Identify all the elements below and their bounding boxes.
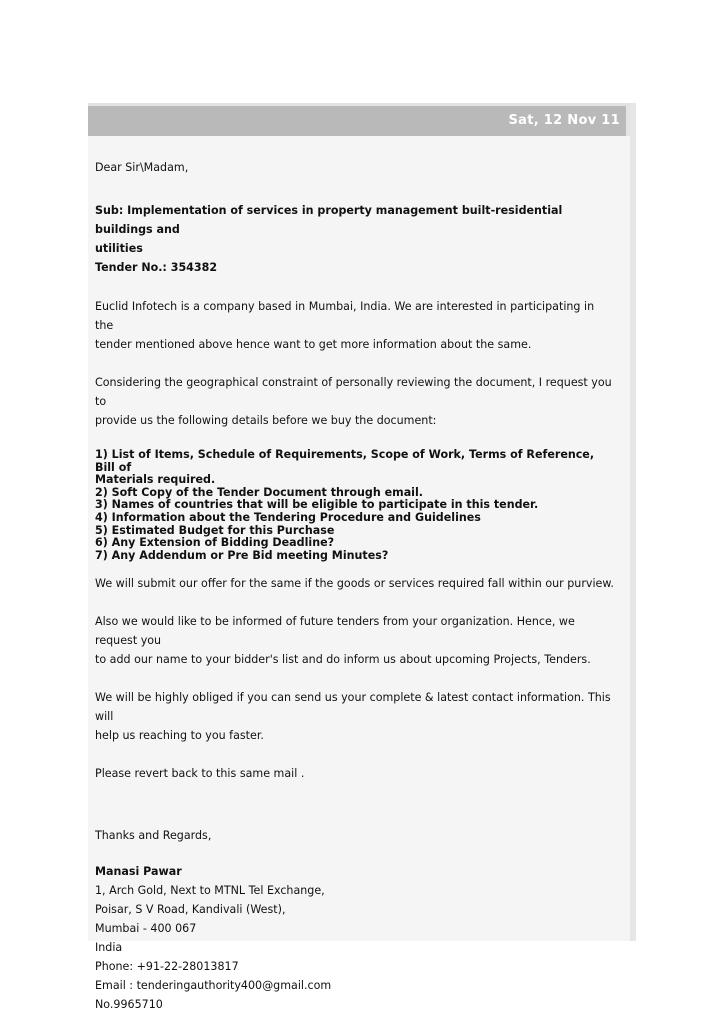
list-item: 4) Information about the Tendering Procedure and Guidelines xyxy=(95,510,481,524)
obliged-line-1: We will be highly obliged if you can send us your complete & latest contact information. This will xyxy=(95,691,611,724)
list-item: Materials required. xyxy=(95,473,216,487)
signature-block xyxy=(95,862,615,1014)
regards: Thanks and Regards, xyxy=(95,829,212,843)
subject-block xyxy=(95,201,615,277)
greeting: Dear Sir\Madam, xyxy=(95,161,189,174)
intro-paragraph xyxy=(95,297,615,354)
intro-line-1: Euclid Infotech is a company based in Mumbai, India. We are interested in participating in the xyxy=(95,300,595,332)
intro-line-2: tender mentioned above hence want to get more information about the same. xyxy=(95,338,532,351)
signature-email: Email : tenderingauthority400@gmail.com xyxy=(95,979,332,993)
signature-address-3: Mumbai - 400 067 xyxy=(95,922,197,936)
future-line-1: Also we would like to be informed of future tenders from your organization. Hence, we request you xyxy=(95,615,575,648)
obliged-paragraph xyxy=(95,688,615,745)
signature-country: India xyxy=(95,941,123,955)
list-item: 2) Soft Copy of the Tender Document through email. xyxy=(95,485,423,499)
signature-phone: Phone: +91-22-28013817 xyxy=(95,960,239,974)
date-header xyxy=(88,106,630,136)
request-list xyxy=(95,449,615,562)
revert-line: Please revert back to this same mail . xyxy=(95,767,305,781)
list-item: 5) Estimated Budget for this Purchase xyxy=(95,523,335,537)
list-item: 3) Names of countries that will be eligible to participate in this tender. xyxy=(95,498,539,512)
list-item: 1) List of Items, Schedule of Requirements, Scope of Work, Terms of Reference, Bill of xyxy=(95,448,595,474)
future-line-2: to add our name to your bidder's list and do inform us about upcoming Projects, Tenders. xyxy=(95,653,591,667)
signature-name: Manasi Pawar xyxy=(95,865,182,879)
future-paragraph xyxy=(95,612,615,669)
letter-container xyxy=(88,103,636,1012)
subject-line-1: Sub: Implementation of services in property management built-residential buildings and xyxy=(95,204,563,236)
signature-address-2: Poisar, S V Road, Kandivali (West), xyxy=(95,903,286,917)
list-item: 6) Any Extension of Bidding Deadline? xyxy=(95,536,335,550)
letter-body xyxy=(95,158,615,1014)
subject-line-2: utilities xyxy=(95,242,143,255)
request-paragraph xyxy=(95,373,615,430)
date-header-edge xyxy=(626,106,630,136)
obliged-line-2: help us reaching to you faster. xyxy=(95,729,264,743)
request-line-2: provide us the following details before we buy the document: xyxy=(95,414,437,427)
tender-number: Tender No.: 354382 xyxy=(95,261,218,274)
signature-address-1: 1, Arch Gold, Next to MTNL Tel Exchange, xyxy=(95,884,325,898)
signature-number: No.9965710 xyxy=(95,998,163,1012)
date-label: Sat, 12 Nov 11 xyxy=(508,113,620,128)
offer-line: We will submit our offer for the same if the goods or services required fall within our purview. xyxy=(95,577,614,591)
list-item: 7) Any Addendum or Pre Bid meeting Minutes? xyxy=(95,548,389,562)
request-line-1: Considering the geographical constraint of personally reviewing the document, I request you to xyxy=(95,376,612,408)
